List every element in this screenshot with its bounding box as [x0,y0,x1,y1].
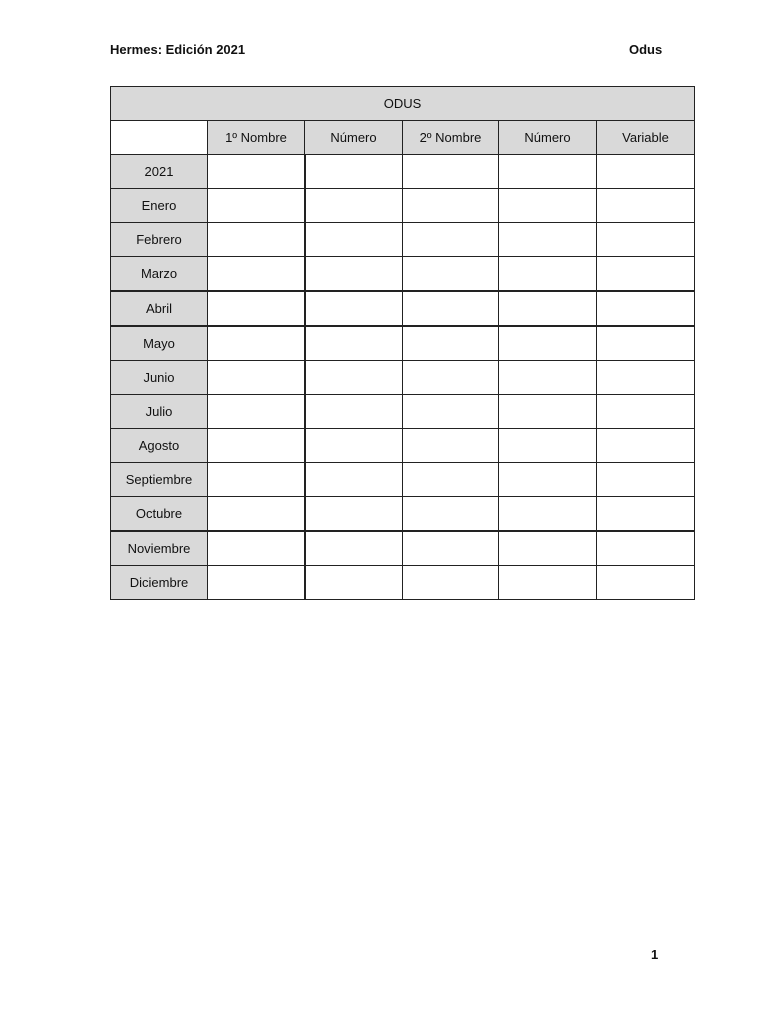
table-cell[interactable] [208,257,305,292]
table-cell[interactable] [499,497,597,532]
table-cell[interactable] [403,189,499,223]
table-cell[interactable] [597,291,695,326]
table-row [111,497,695,532]
row-label: Agosto [111,429,208,463]
column-header-2: Número [305,121,403,155]
table-cell[interactable] [597,155,695,189]
table-cell[interactable] [597,189,695,223]
table-cell[interactable] [597,497,695,532]
table-cell[interactable] [403,531,499,566]
table-cell[interactable] [499,429,597,463]
table-cell[interactable] [597,326,695,361]
table-row [111,395,695,429]
table-cell[interactable] [208,463,305,497]
table-cell[interactable] [499,395,597,429]
odus-table [110,86,695,600]
table-cell[interactable] [305,291,403,326]
table-cell[interactable] [208,395,305,429]
table-row [111,531,695,566]
table-cell[interactable] [208,189,305,223]
table-cell[interactable] [305,463,403,497]
table-cell[interactable] [597,257,695,292]
table-cell[interactable] [597,429,695,463]
table-cell[interactable] [208,361,305,395]
table-cell[interactable] [305,531,403,566]
table-row [111,291,695,326]
row-label: Septiembre [111,463,208,497]
table-title: ODUS [111,87,695,121]
table-row [111,463,695,497]
row-label: Julio [111,395,208,429]
table-row [111,326,695,361]
table-cell[interactable] [208,531,305,566]
table-cell[interactable] [499,291,597,326]
table-cell[interactable] [597,566,695,600]
table-cell[interactable] [403,361,499,395]
table-cell[interactable] [208,326,305,361]
table-cell[interactable] [208,223,305,257]
table-cell[interactable] [403,497,499,532]
table-cell[interactable] [597,223,695,257]
table-cell[interactable] [305,361,403,395]
table-cell[interactable] [403,395,499,429]
table-cell[interactable] [305,429,403,463]
table-cell[interactable] [499,189,597,223]
table-row [111,566,695,600]
table-cell[interactable] [403,155,499,189]
table-cell[interactable] [305,223,403,257]
column-header-5: Variable [597,121,695,155]
corner-cell [111,121,208,155]
table-row [111,155,695,189]
row-label: Mayo [111,326,208,361]
table-cell[interactable] [499,223,597,257]
table-cell[interactable] [208,497,305,532]
table-cell[interactable] [403,463,499,497]
table-cell[interactable] [305,395,403,429]
table-cell[interactable] [305,326,403,361]
table-row [111,361,695,395]
table-cell[interactable] [208,566,305,600]
table-cell[interactable] [403,291,499,326]
table-cell[interactable] [403,429,499,463]
row-label: Febrero [111,223,208,257]
row-label: Abril [111,291,208,326]
table-row [111,223,695,257]
table-cell[interactable] [305,189,403,223]
table-cell[interactable] [499,566,597,600]
row-label: 2021 [111,155,208,189]
table-cell[interactable] [403,326,499,361]
table-title-row [111,87,695,121]
table-cell[interactable] [597,395,695,429]
table-cell[interactable] [403,566,499,600]
table-cell[interactable] [305,155,403,189]
table-cell[interactable] [499,361,597,395]
table-row [111,429,695,463]
table-row [111,257,695,292]
table-cell[interactable] [403,257,499,292]
table-cell[interactable] [208,291,305,326]
column-header-3: 2º Nombre [403,121,499,155]
table-cell[interactable] [403,223,499,257]
table-body [111,155,695,600]
row-label: Noviembre [111,531,208,566]
page-header-left: Hermes: Edición 2021 [110,42,246,57]
table-row [111,189,695,223]
table-cell[interactable] [208,155,305,189]
table-cell[interactable] [597,531,695,566]
table-cell[interactable] [499,531,597,566]
row-label: Octubre [111,497,208,532]
table-cell[interactable] [597,463,695,497]
table-cell[interactable] [305,497,403,532]
table-cell[interactable] [499,326,597,361]
row-label: Marzo [111,257,208,292]
row-label: Enero [111,189,208,223]
row-label: Junio [111,361,208,395]
table-cell[interactable] [305,566,403,600]
column-header-4: Número [499,121,597,155]
table-cell[interactable] [499,463,597,497]
page-header-right: Odus [629,42,663,57]
page-number: 1 [651,947,659,962]
table-cell[interactable] [499,155,597,189]
table-cell[interactable] [499,257,597,292]
table-cell[interactable] [597,361,695,395]
column-header-1: 1º Nombre [208,121,305,155]
row-label: Diciembre [111,566,208,600]
table-header-row [111,121,695,155]
table-cell[interactable] [305,257,403,292]
table-cell[interactable] [208,429,305,463]
